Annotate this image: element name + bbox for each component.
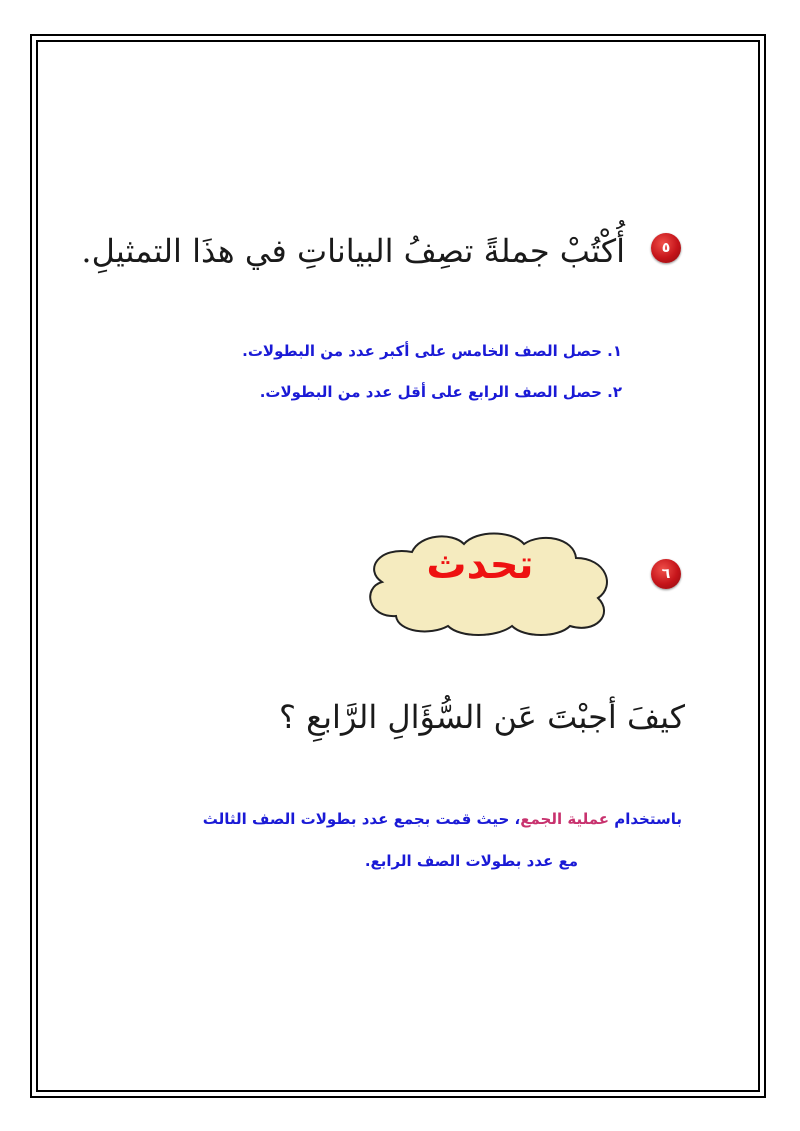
answer-highlight: عملية الجمع	[520, 810, 610, 828]
question-text: أُكْتُبْ جملةً تصِفُ البياناتِ في هذَا التمثيلِ.	[81, 232, 625, 270]
answer-line-1: ١. حصل الصف الخامس على أكبر عدد من البطولات.	[242, 342, 622, 360]
talk-label: تحدث	[426, 542, 534, 588]
answer-rest: ، حيث قمت بجمع عدد بطولات الصف الثالث	[202, 810, 521, 828]
question-number: ٥	[661, 240, 671, 256]
question-text: كيفَ أجبْتَ عَن السُّؤَالِ الرَّابعِ ؟	[278, 698, 685, 736]
question-number-badge	[651, 559, 681, 589]
answer-prefix: باستخدام	[614, 810, 682, 828]
answer-line-2: ٢. حصل الصف الرابع على أقل عدد من البطولات.	[259, 383, 622, 401]
question-number-badge	[651, 233, 681, 263]
answer-line-2: مع عدد بطولات الصف الرابع.	[364, 852, 578, 870]
question-number: ٦	[661, 566, 671, 582]
answer-line-1	[203, 810, 682, 828]
